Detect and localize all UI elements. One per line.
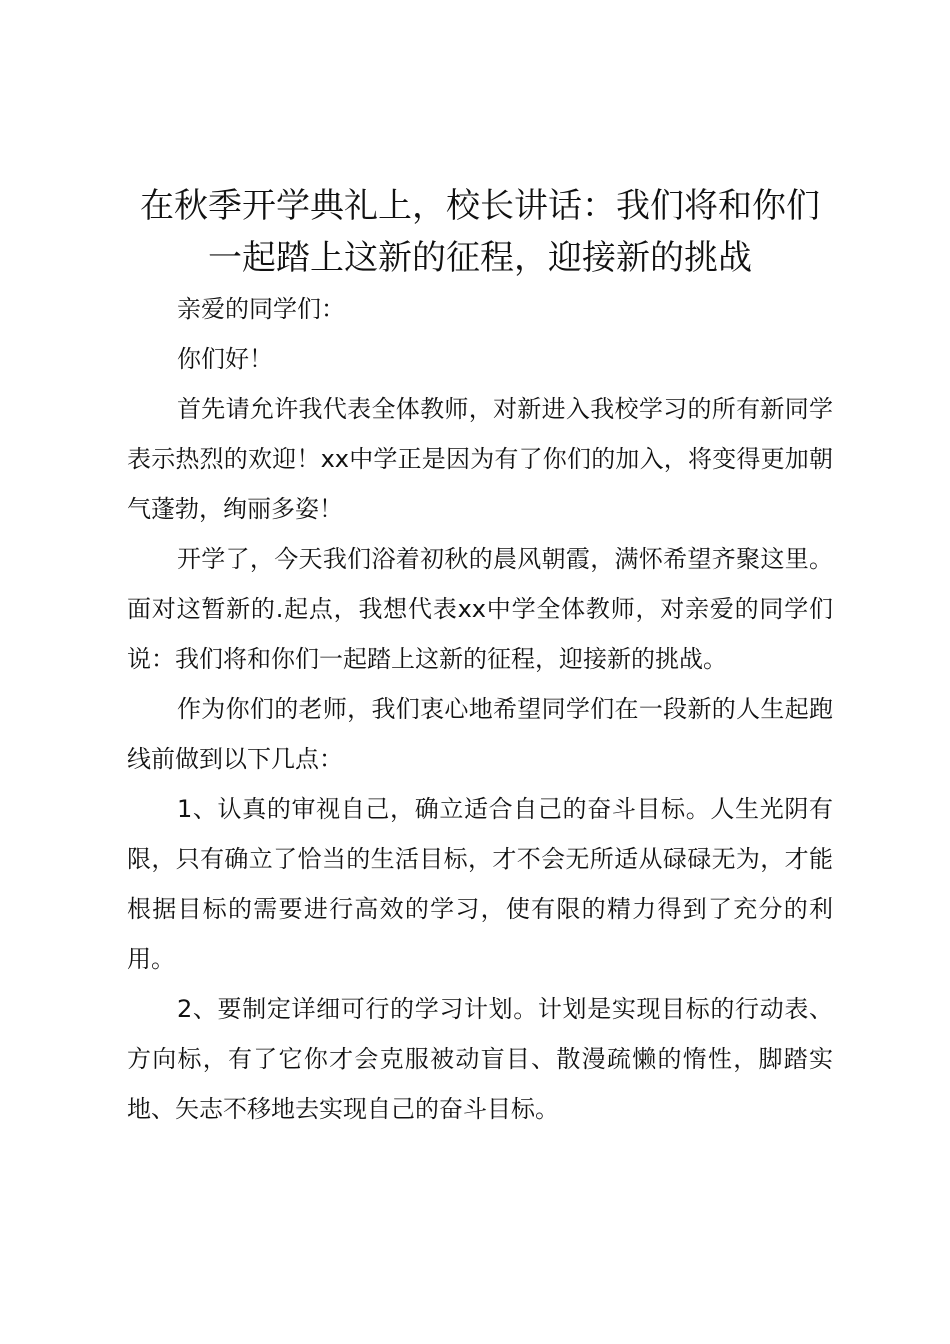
title-line-2: 一起踏上这新的征程，迎接新的挑战 bbox=[208, 238, 752, 278]
paragraph-welcome: 首先请允许我代表全体教师，对新进入我校学习的所有新同学表示热烈的欢迎！xx中学正是因为有了你们的加入，将变得更加朝气蓬勃，绚丽多姿！ bbox=[127, 395, 833, 523]
paragraph-point-1: 1、认真的审视自己，确立适合自己的奋斗目标。人生光阴有限，只有确立了恰当的生活目标，才不会无所适从碌碌无为，才能根据目标的需要进行高效的学习，使有限的精力得到了充分的利用。 bbox=[127, 795, 833, 973]
paragraph-expectations: 作为你们的老师，我们衷心地希望同学们在一段新的人生起跑线前做到以下几点： bbox=[127, 695, 833, 773]
paragraph-point-2: 2、要制定详细可行的学习计划。计划是实现目标的行动表、方向标，有了它你才会克服被动盲目、散漫疏懒的惰性，脚踏实地、矢志不移地去实现自己的奋斗目标。 bbox=[127, 995, 833, 1123]
greeting: 你们好！ bbox=[177, 345, 273, 373]
title-line-1: 在秋季开学典礼上，校长讲话：我们将和你们 bbox=[140, 186, 820, 226]
paragraph-new-start: 开学了，今天我们浴着初秋的晨风朝霞，满怀希望齐聚这里。面对这暂新的.起点，我想代表xx中学全体教师，对亲爱的同学们说：我们将和你们一起踏上这新的征程，迎接新的挑战。 bbox=[127, 545, 833, 673]
document-title bbox=[127, 180, 833, 284]
document-body bbox=[127, 180, 833, 1134]
salutation: 亲爱的同学们： bbox=[177, 295, 345, 323]
